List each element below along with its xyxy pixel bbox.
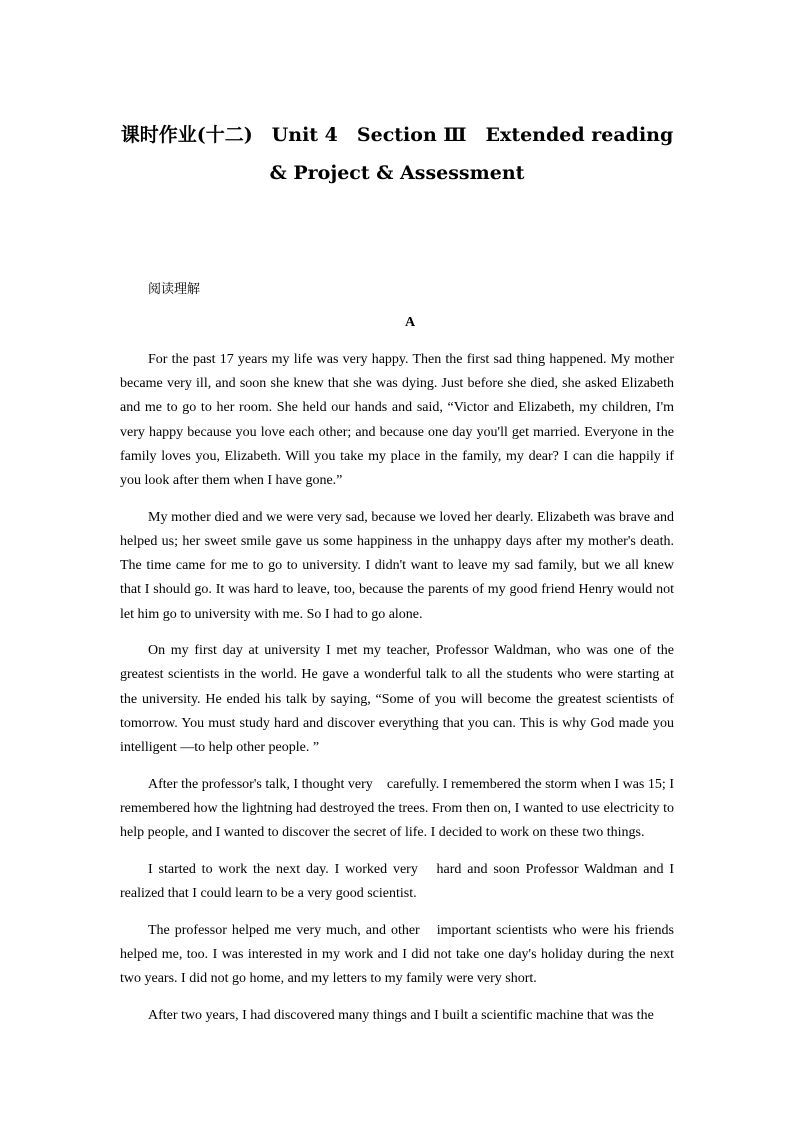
paragraph-7: After two years, I had discovered many things and I built a scientific machine that was the [148, 1007, 654, 1023]
paragraph-4: After the professor's talk, I thought very carefully. I remembered the storm when I was 15; I remembered how the lightning had destroyed the trees. From then on, I wanted to use electricity to help people, and I wanted to discover the secret of life. I decided to work on these two things. [120, 776, 674, 841]
document-title-line-2: & Project & Assessment [269, 162, 525, 184]
document-title-line-1: 课时作业(十二) Unit 4 Section Ⅲ Extended reading [120, 124, 674, 146]
paragraph-2: My mother died and we were very sad, because we loved her dearly. Elizabeth was brave and helped us; her sweet smile gave us some happiness in the unhappy days after my mother's death. The time came for me to go to university. I didn't want to leave my sad family, but we all knew that I should go. It was hard to leave, too, because the parents of my good friend Henry would not let him go to university with me. So I had to go alone. [120, 509, 674, 622]
passage-body [120, 348, 674, 1041]
paragraph-1: For the past 17 years my life was very happy. Then the first sad thing happened. My mother became very ill, and soon she knew that she was dying. Just before she died, she asked Elizabeth and me to go to her room. She held our hands and said, “Victor and Elizabeth, my children, I'm very happy because you love each other; and because one day you'll get married. Everyone in the family loves you, Elizabeth. Will you take my place in the family, my dear? I can die happily if you look after them when I have gone.” [120, 352, 674, 489]
passage-letter: A [404, 315, 416, 330]
section-label: 阅读理解 [148, 282, 201, 297]
paragraph-5: I started to work the next day. I worked very hard and soon Professor Waldman and I realized that I could learn to be a very good scientist. [120, 861, 674, 902]
paragraph-3: On my first day at university I met my teacher, Professor Waldman, who was one of the greatest scientists in the world. He gave a wonderful talk to all the students who were starting at the university. He ended his talk by saying, “Some of you will become the greatest scientists of tomorrow. You must study hard and discover everything that you can. This is why God made you intelligent —to help other people. ” [120, 643, 674, 756]
paragraph-6: The professor helped me very much, and other important scientists who were his friends helped me, too. I was interested in my work and I did not take one day's holiday during the next two years. I did not go home, and my letters to my family were very short. [120, 922, 674, 987]
